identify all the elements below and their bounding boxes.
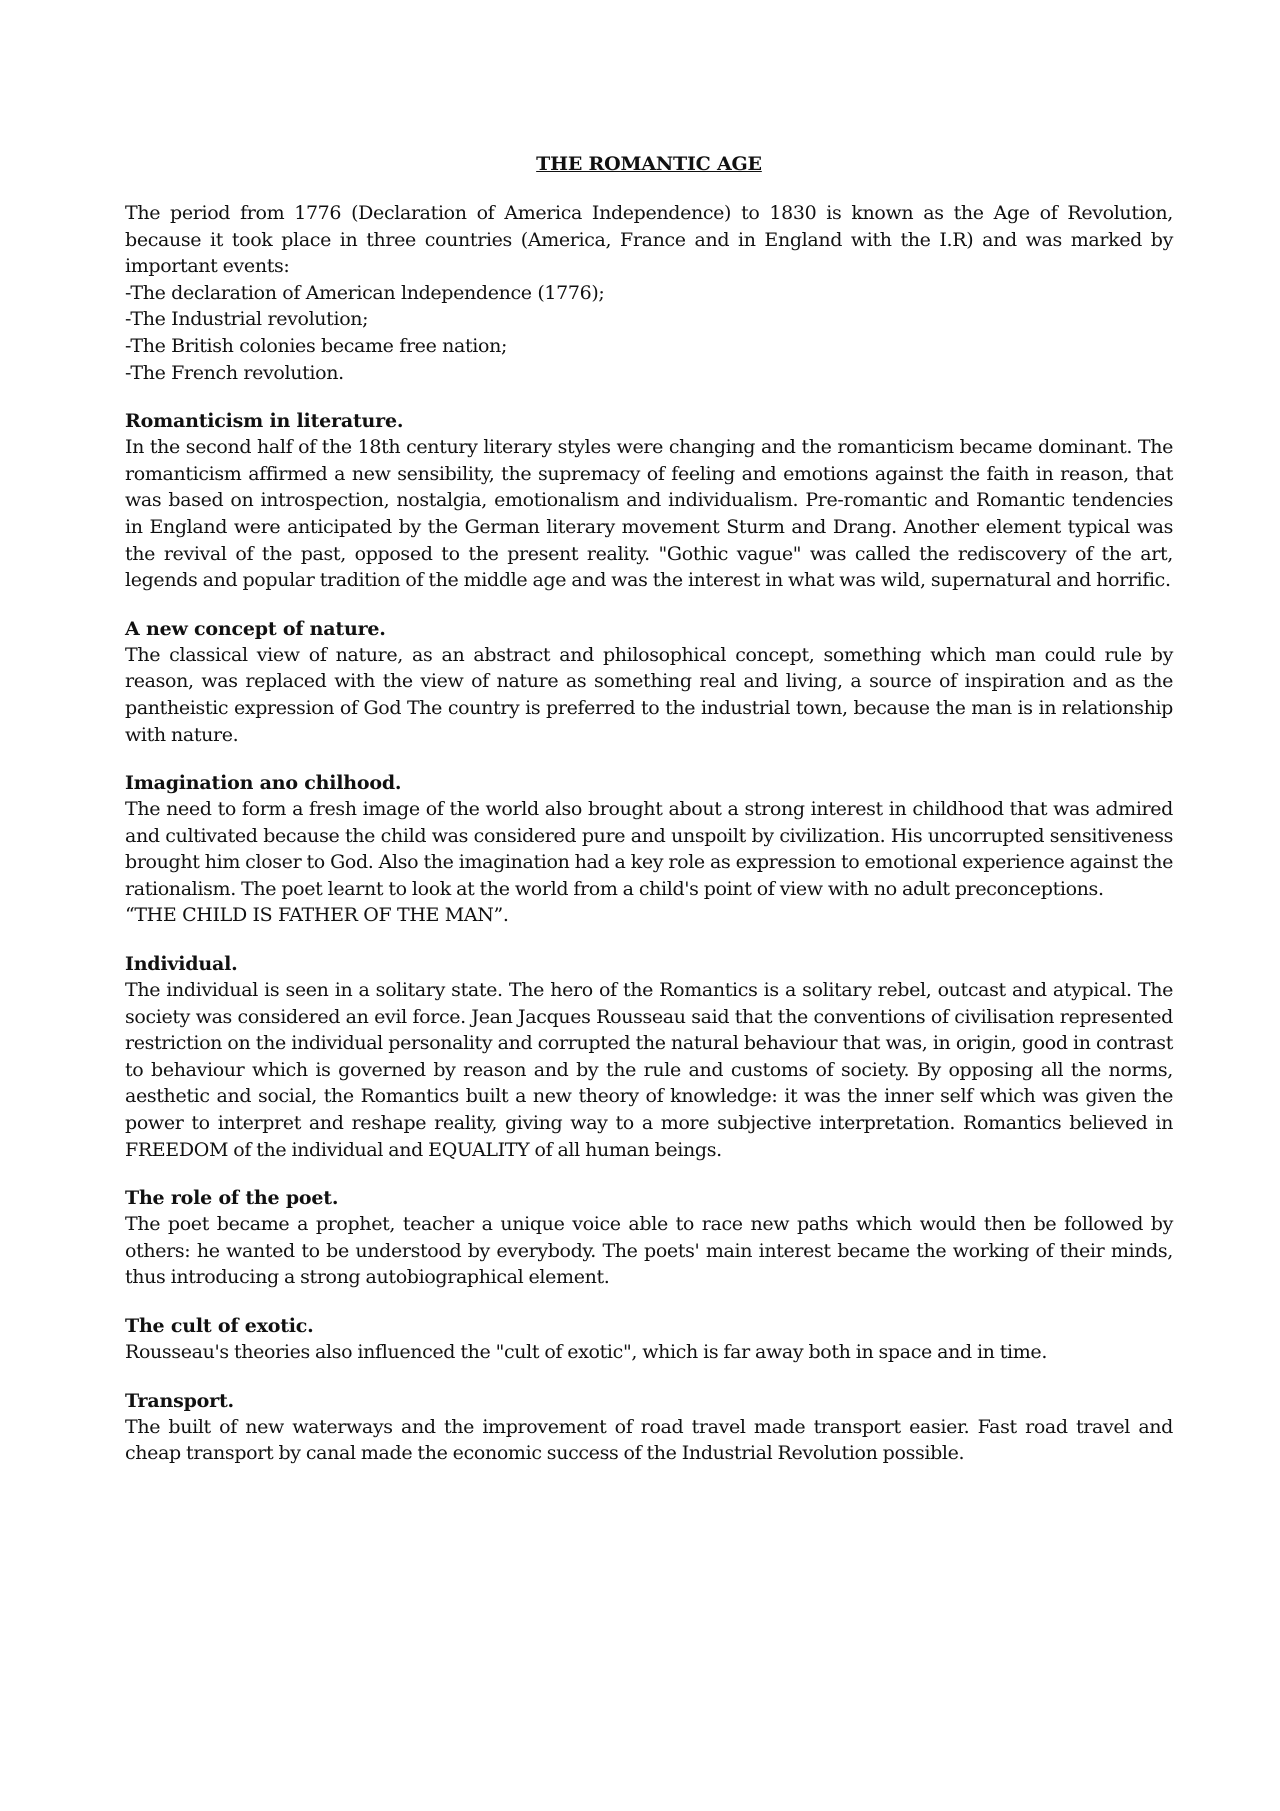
section-body: The need to form a fresh image of the world also brought about a strong interest in childhood that was admired and cultivated because the child was considered pure and unspoilt by civilization. His uncorrupted sensitiveness brought him closer to God. Also the imagination had a key role as expression to emotional experience against the rationalism. The poet learnt to look at the world from a child's point of view with no adult preconceptions. [125, 798, 1173, 900]
section-individual [125, 951, 1173, 1163]
section-heading: Individual. [125, 953, 238, 976]
page-title: THE ROMANTIC AGE [536, 153, 762, 175]
intro-section [125, 200, 1173, 386]
event-item: -The French revolution. [125, 361, 344, 384]
event-item: -The Industrial revolution; [125, 308, 369, 331]
section-romanticism-in-literature [125, 408, 1173, 594]
section-role-of-the-poet [125, 1185, 1173, 1291]
section-heading: A new concept of nature. [125, 617, 386, 640]
section-body: Rousseau's theories also influenced the "cult of exotic", which is far away both in space and in time. [125, 1341, 1048, 1363]
section-cult-of-exotic [125, 1313, 1173, 1366]
section-imagination-childhood [125, 770, 1173, 929]
section-body: The built of new waterways and the improvement of road travel made transport easier. Fast road travel and cheap transport by canal made the economic success of the Industrial Revolution possible. [125, 1415, 1173, 1465]
section-body: The individual is seen in a solitary state. The hero of the Romantics is a solitary rebel, outcast and atypical. The society was considered an evil force. Jean Jacques Rousseau said that the conventions of civilisation represented restriction on the individual personality and corrupted the natural behaviour that was, in origin, good in contrast to behaviour which is governed by reason and by the rule and customs of society. By opposing all the norms, aesthetic and social, the Romantics built a new theory of knowledge: it was the inner self which was given the power to interpret and reshape reality, giving way to a more subjective interpretation. Romantics believed in FREEDOM of the individual and EQUALITY of all human beings. [125, 979, 1173, 1161]
section-new-concept-of-nature [125, 616, 1173, 748]
section-heading: Romanticism in literature. [125, 410, 404, 433]
event-item: -The British colonies became free nation; [125, 334, 508, 357]
intro-paragraph: The period from 1776 (Declaration of America Independence) to 1830 is known as the Age of Revolution, because it took place in three countries (America, France and in England with the I.R) and was marked by important events: [125, 202, 1173, 278]
section-body: The poet became a prophet, teacher a unique voice able to race new paths which would then be followed by others: he wanted to be understood by everybody. The poets' main interest became the working of their minds, thus introducing a strong autobiographical element. [125, 1213, 1173, 1289]
section-transport [125, 1388, 1173, 1467]
section-heading: Transport. [125, 1389, 234, 1412]
section-heading: The cult of exotic. [125, 1315, 314, 1337]
section-body: The classical view of nature, as an abstract and philosophical concept, something which man could rule by reason, was replaced with the view of nature as something real and living, a source of inspiration and as the pantheistic expression of God The country is preferred to the industrial town, because the man is in relationship with nature. [125, 643, 1173, 746]
section-quote: “THE CHILD IS FATHER OF THE MAN”. [125, 904, 509, 927]
section-heading: Imagination ano chilhood. [125, 772, 402, 795]
section-body: In the second half of the 18th century literary styles were changing and the romanticism became dominant. The romanticism affirmed a new sensibility, the supremacy of feeling and emotions against the faith in reason, that was based on introspection, nostalgia, emotionalism and individualism. Pre-romantic and Romantic tendencies in England were anticipated by the German literary movement Sturm and Drang. Another element typical was the revival of the past, opposed to the present reality. "Gothic vague" was called the rediscovery of the art, legends and popular tradition of the middle age and was the interest in what was wild, supernatural and horrific. [125, 436, 1173, 592]
section-heading: The role of the poet. [125, 1187, 339, 1210]
event-item: -The declaration of American lndependence (1776); [125, 281, 605, 304]
